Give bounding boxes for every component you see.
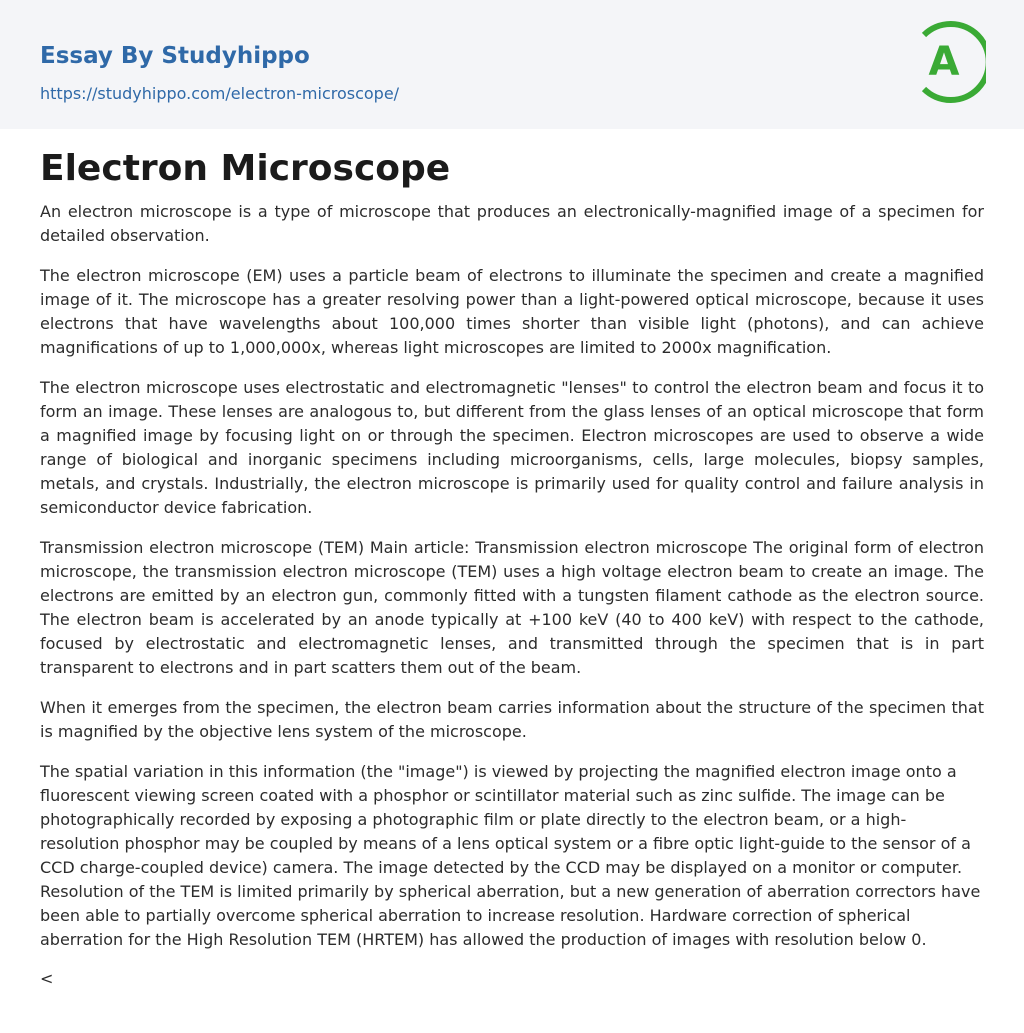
source-url-link[interactable]: https://studyhippo.com/electron-microscope/ (40, 84, 400, 103)
paragraph: Transmission electron microscope (TEM) Main article: Transmission electron microscope The original form of electron microscope, the transmission electron microscope (TEM) uses a high voltage electron beam to create an image. The electrons are emitted by an electron gun, commonly fitted with a tungsten filament cathode as the electron source. The electron beam is accelerated by an anode typically at +100 keV (40 to 400 keV) with respect to the cathode, focused by electrostatic and electromagnetic lenses, and transmitted through the specimen that is in part transparent to electrons and in part scatters them out of the beam. (40, 538, 984, 677)
paragraph: An electron microscope is a type of microscope that produces an electronically-magnified image of a specimen for detailed observation. (40, 202, 984, 245)
paragraph: The spatial variation in this information (the "image") is viewed by projecting the magnified electron image onto a fluorescent viewing screen coated with a phosphor or scintillator material such as zinc sulfide. The image can be photographically recorded by exposing a photographic film or plate directly to the electron beam, or a high-resolution phosphor may be coupled by means of a lens optical system or a fibre optic light-guide to the sensor of a CCD charge-coupled device) camera. The image detected by the CCD may be displayed on a monitor or computer. Resolution of the TEM is limited primarily by spherical aberration, but a new generation of aberration correctors have been able to partially overcome spherical aberration to increase resolution. Hardware correction of spherical aberration for the High Resolution TEM (HRTEM) has allowed the production of images with resolution below 0. (40, 762, 981, 949)
paragraph: The electron microscope (EM) uses a particle beam of electrons to illuminate the specimen and create a magnified image of it. The microscope has a greater resolving power than a light-powered optical microscope, because it uses electrons that have wavelengths about 100,000 times shorter than visible light (photons), and can achieve magnifications of up to 1,000,000x, whereas light microscopes are limited to 2000x magnification. (40, 266, 984, 357)
studyhippo-logo-icon (914, 19, 986, 105)
page-title: Electron Microscope (40, 148, 451, 189)
logo-letter: A (928, 39, 960, 85)
paragraph: When it emerges from the specimen, the electron beam carries information about the structure of the specimen that is magnified by the objective lens system of the microscope. (40, 698, 984, 741)
previous-page-link[interactable]: < (40, 969, 54, 988)
brand-title: Essay By Studyhippo (40, 43, 310, 69)
paragraph: The electron microscope uses electrostatic and electromagnetic "lenses" to control the electron beam and focus it to form an image. These lenses are analogous to, but different from the glass lenses of an optical microscope that form a magnified image by focusing light on or through the specimen. Electron microscopes are used to observe a wide range of biological and inorganic specimens including microorganisms, cells, large molecules, biopsy samples, metals, and crystals. Industrially, the electron microscope is primarily used for quality control and failure analysis in semiconductor device fabrication. (40, 378, 984, 517)
article-body (40, 200, 984, 968)
